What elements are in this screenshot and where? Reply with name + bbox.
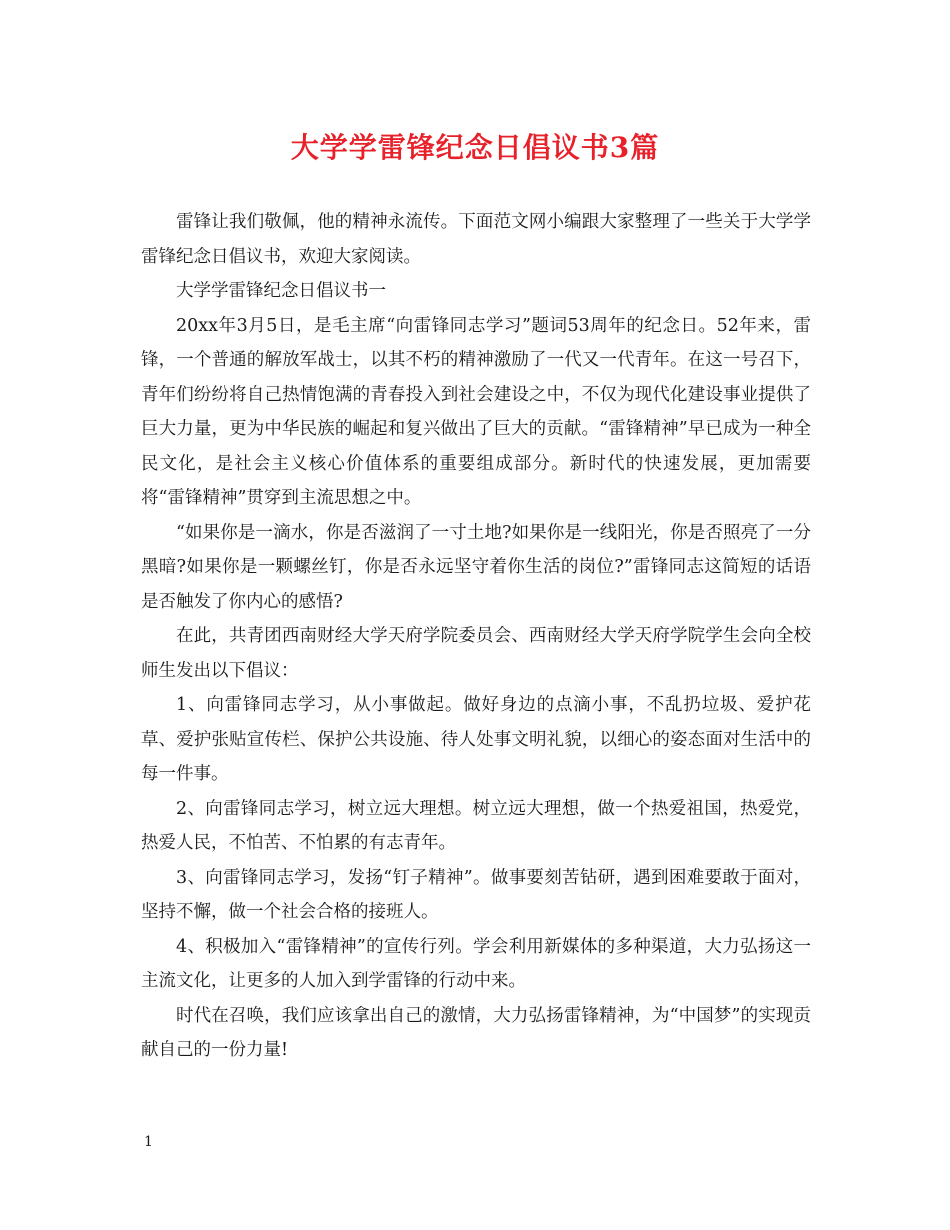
intro-paragraph: 雷锋让我们敬佩，他的精神永流传。下面范文网小编跟大家整理了一些关于大学学雷锋纪念日倡议书，欢迎大家阅读。 xyxy=(141,212,811,267)
list-item: 2、向雷锋同志学习，树立远大理想。树立远大理想，做一个热爱祖国，热爱党，热爱人民，不怕苦、不怕累的有志青年。 xyxy=(141,798,811,853)
closing-paragraph: 时代在召唤，我们应该拿出自己的激情，大力弘扬雷锋精神，为“中国梦”的实现贡献自己的一份力量! xyxy=(141,1005,811,1060)
list-item: 3、向雷锋同志学习，发扬“钉子精神”。做事要刻苦钻研，遇到困难要敢于面对，坚持不懈，做一个社会合格的接班人。 xyxy=(141,867,811,922)
quote-paragraph: “如果你是一滴水，你是否滋润了一寸土地?如果你是一线阳光，你是否照亮了一分黑暗?如果你是一颗螺丝钉，你是否永远坚守着你生活的岗位?”雷锋同志这简短的话语是否触发了你内心的感悟? xyxy=(141,522,811,612)
document-body xyxy=(141,205,811,1068)
body-paragraph: 在此，共青团西南财经大学天府学院委员会、西南财经大学天府学院学生会向全校师生发出以下倡议： xyxy=(141,626,811,681)
document-title: 大学学雷锋纪念日倡议书3篇 xyxy=(290,131,660,164)
page-number: 1 xyxy=(144,1134,153,1150)
list-item: 1、向雷锋同志学习，从小事做起。做好身边的点滴小事，不乱扔垃圾、爱护花草、爱护张贴宣传栏、保护公共设施、待人处事文明礼貌，以细心的姿态面对生活中的每一件事。 xyxy=(141,695,811,784)
body-paragraph: 20xx年3月5日，是毛主席“向雷锋同志学习”题词53周年的纪念日。52年来，雷锋，一个普通的解放军战士，以其不朽的精神激励了一代又一代青年。在这一号召下，青年们纷纷将自己热情饱满的青春投入到社会建设之中，不仅为现代化建设事业提供了巨大力量，更为中华民族的崛起和复兴做出了巨大的贡献。“雷锋精神”早已成为一种全民文化，是社会主义核心价值体系的重要组成部分。新时代的快速发展，更加需要将“雷锋精神”贯穿到主流思想之中。 xyxy=(141,315,811,508)
list-item: 4、积极加入“雷锋精神”的宣传行列。学会利用新媒体的多种渠道，大力弘扬这一主流文化，让更多的人加入到学雷锋的行动中来。 xyxy=(141,936,811,991)
section-heading: 大学学雷锋纪念日倡议书一 xyxy=(176,281,386,301)
